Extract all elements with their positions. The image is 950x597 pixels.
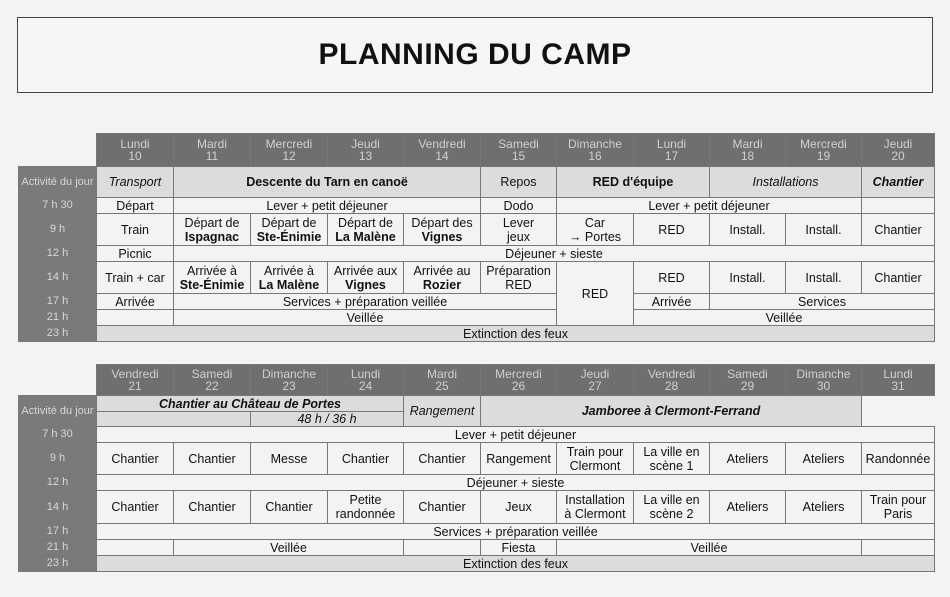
day-header: Mercredi 19 [786,134,862,167]
page-title: PLANNING DU CAMP [318,38,632,71]
row-label: 21 h [19,310,97,326]
schedule-cell: Arrivée au Rozier [404,262,481,294]
title-box [17,17,933,93]
schedule-cell: La ville en scène 2 [634,491,710,524]
schedule-cell: RED [557,262,634,326]
schedule-cell [862,198,935,214]
schedule-cell: Préparation RED [481,262,557,294]
schedule-cell: Chantier [174,491,251,524]
schedule-cell: Arrivée aux Vignes [328,262,404,294]
schedule-cell: Départ de Ste-Énimie [251,214,328,246]
week1-activity-row [19,167,935,198]
activity-cell: Transport [97,167,174,198]
week2-row-1700 [19,524,935,540]
schedule-cell: Train pour Paris [862,491,935,524]
row-label: Activité du jour [19,396,97,427]
day-header: Lundi 10 [97,134,174,167]
week1-row-1400 [19,262,935,294]
day-header: Samedi 15 [481,134,557,167]
row-label: Activité du jour [19,167,97,198]
row-label: 21 h [19,540,97,556]
day-header: Samedi 22 [174,365,251,396]
day-header: Mardi 25 [404,365,481,396]
day-header: Vendredi 14 [404,134,481,167]
day-header: Vendredi 28 [634,365,710,396]
schedule-cell: Dodo [481,198,557,214]
schedule-cell: Installation à Clermont [557,491,634,524]
week1-row-0900 [19,214,935,246]
schedule-cell: Lever + petit déjeuner [557,198,862,214]
week1-row-2300 [19,326,935,342]
day-header: Mercredi 26 [481,365,557,396]
schedule-cell: Services + préparation veillée [174,294,557,310]
schedule-cell: RED [634,214,710,246]
schedule-cell: Randonnée [862,443,935,475]
schedule-cell: Extinction des feux [97,326,935,342]
schedule-cell [97,540,174,556]
row-label: 14 h [19,262,97,294]
day-header: Lundi 17 [634,134,710,167]
schedule-cell: Install. [786,262,862,294]
schedule-cell: Train [97,214,174,246]
day-header: Mardi 11 [174,134,251,167]
schedule-cell: Jeux [481,491,557,524]
schedule-cell: Chantier [404,491,481,524]
row-label: 17 h [19,294,97,310]
schedule-cell: Services [710,294,935,310]
week1-row-1700 [19,294,935,310]
week1-row-0730 [19,198,935,214]
schedule-cell: Petite randonnée [328,491,404,524]
row-label: 17 h [19,524,97,540]
schedule-cell: Install. [710,214,786,246]
schedule-cell: La ville en scène 1 [634,443,710,475]
activity-cell [97,412,251,427]
schedule-cell: Ateliers [786,491,862,524]
schedule-cell: Départ de La Malène [328,214,404,246]
schedule-cell: Chantier [328,443,404,475]
schedule-cell: Messe [251,443,328,475]
schedule-cell [97,310,174,326]
schedule-cell: Fiesta [481,540,557,556]
activity-cell: Repos [481,167,557,198]
day-header: Jeudi 20 [862,134,935,167]
week2-days-row [19,365,935,396]
activity-cell: Chantier au Château de Portes [97,396,404,412]
week1-row-1200 [19,246,935,262]
schedule-cell: Lever + petit déjeuner [97,427,935,443]
schedule-cell: Chantier [862,214,935,246]
schedule-cell: Chantier [404,443,481,475]
schedule-cell: Veillée [174,540,404,556]
day-header: Mardi 18 [710,134,786,167]
schedule-cell: Picnic [97,246,174,262]
day-header: Vendredi 21 [97,365,174,396]
schedule-cell: Chantier [97,443,174,475]
schedule-cell [404,540,481,556]
schedule-cell: Veillée [174,310,557,326]
day-header: Lundi 24 [328,365,404,396]
day-header: Dimanche 30 [786,365,862,396]
schedule-cell: Départ des Vignes [404,214,481,246]
schedule-cell: RED [634,262,710,294]
schedule-cell: Extinction des feux [97,556,935,572]
schedule-cell: Déjeuner + sieste [97,475,935,491]
day-header: Lundi 31 [862,365,935,396]
schedule-cell: Chantier [174,443,251,475]
schedule-cell: Arrivée à La Malène [251,262,328,294]
schedule-cell: Départ [97,198,174,214]
activity-cell: Chantier [862,167,935,198]
schedule-cell: Install. [786,214,862,246]
day-header: Samedi 29 [710,365,786,396]
schedule-cell: Train + car [97,262,174,294]
row-label: 23 h [19,556,97,572]
schedule-cell: Services + préparation veillée [97,524,935,540]
week1-table [18,133,935,342]
schedule-cell: Train pour Clermont [557,443,634,475]
day-header: Jeudi 27 [557,365,634,396]
schedule-cell: Car → Portes [557,214,634,246]
week2-row-2300 [19,556,935,572]
activity-cell: 48 h / 36 h [251,412,404,427]
row-label: 9 h [19,214,97,246]
week2-activity-row-a [19,396,935,412]
schedule-cell: Déjeuner + sieste [174,246,935,262]
row-label: 7 h 30 [19,427,97,443]
schedule-cell: Arrivée [97,294,174,310]
schedule-cell: Départ de Ispagnac [174,214,251,246]
row-label: 12 h [19,475,97,491]
day-header: Mercredi 12 [251,134,328,167]
week2-row-1400 [19,491,935,524]
day-header: Jeudi 13 [328,134,404,167]
activity-cell: Installations [710,167,862,198]
week1-days-row [19,134,935,167]
row-label: 9 h [19,443,97,475]
schedule-cell: Ateliers [786,443,862,475]
row-label: 12 h [19,246,97,262]
activity-cell: RED d'équipe [557,167,710,198]
week2-row-1200 [19,475,935,491]
activity-cell: Jamboree à Clermont-Ferrand [481,396,862,427]
schedule-cell: Ateliers [710,491,786,524]
schedule-cell: Chantier [251,491,328,524]
schedule-cell: Install. [710,262,786,294]
schedule-cell: Veillée [634,310,935,326]
schedule-cell [862,540,935,556]
schedule-cell: Chantier [862,262,935,294]
schedule-cell: Lever jeux [481,214,557,246]
schedule-cell: Arrivée à Ste-Énimie [174,262,251,294]
week1-row-2100 [19,310,935,326]
schedule-cell: Ateliers [710,443,786,475]
week2-table [18,364,935,572]
activity-cell: Rangement [404,396,481,427]
activity-cell: Descente du Tarn en canoë [174,167,481,198]
week2-row-2100 [19,540,935,556]
week2-row-0730 [19,427,935,443]
schedule-cell: Veillée [557,540,862,556]
schedule-cell: Lever + petit déjeuner [174,198,481,214]
schedule-cell: Chantier [97,491,174,524]
day-header: Dimanche 23 [251,365,328,396]
row-label: 7 h 30 [19,198,97,214]
day-header: Dimanche 16 [557,134,634,167]
schedule-cell: Rangement [481,443,557,475]
row-label: 23 h [19,326,97,342]
schedule-cell: Arrivée [634,294,710,310]
week2-row-0900 [19,443,935,475]
row-label: 14 h [19,491,97,524]
